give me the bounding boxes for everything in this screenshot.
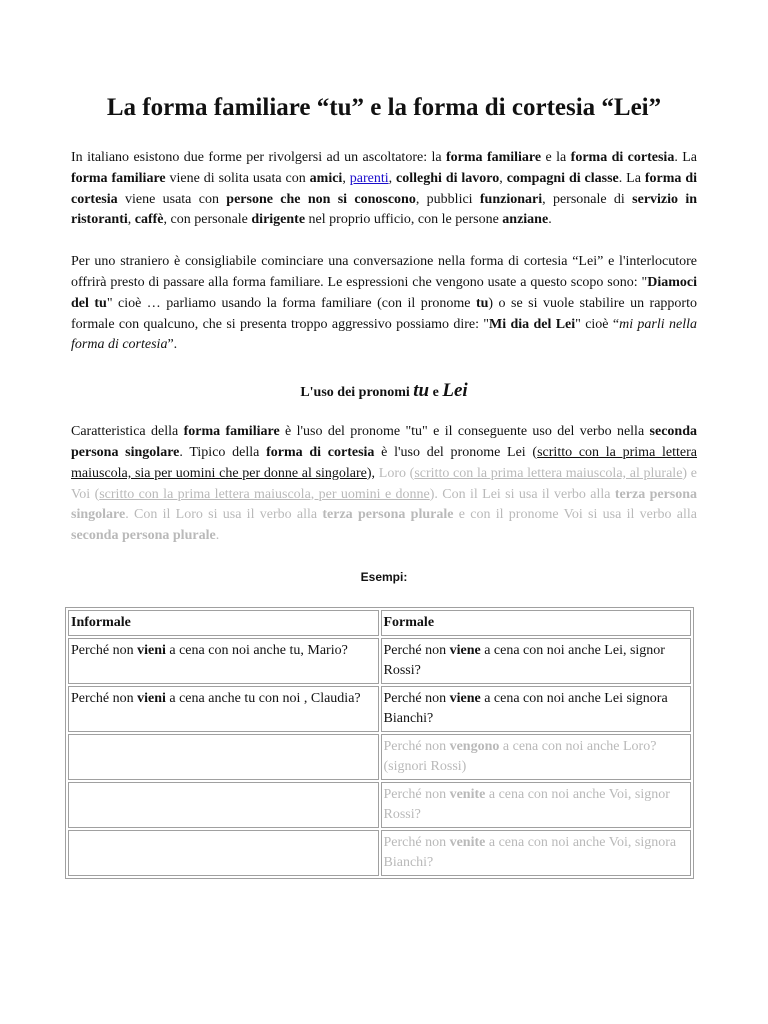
text-run: Perché non bbox=[383, 738, 450, 754]
verb: venite bbox=[449, 834, 486, 850]
text-run: " cioè “ bbox=[575, 316, 620, 332]
text-run: . La bbox=[674, 150, 697, 165]
text-run: Perché non bbox=[383, 690, 450, 706]
table-row bbox=[68, 782, 691, 828]
verb: vieni bbox=[137, 690, 166, 706]
text-run: viene usata con bbox=[117, 191, 227, 207]
pronoun-tu: tu bbox=[413, 380, 430, 402]
text-run: , pubblici bbox=[415, 191, 480, 207]
cell-formale bbox=[381, 830, 692, 876]
verb: viene bbox=[449, 642, 481, 658]
text-run: a cena con noi anche Voi, signora Bianchi? bbox=[383, 834, 677, 870]
table-row bbox=[68, 734, 691, 780]
page-title: La forma familiare “tu” e la forma di cortesia “Lei” bbox=[106, 94, 662, 121]
text-run: viene di solita usata con bbox=[165, 170, 310, 186]
cell-informale-empty bbox=[68, 830, 379, 876]
cell-informale bbox=[68, 686, 379, 732]
bold-term: forma di cortesia bbox=[71, 170, 698, 207]
cell-informale-empty bbox=[68, 734, 379, 780]
text-run: Perché non bbox=[383, 834, 450, 850]
verb: venite bbox=[449, 786, 486, 802]
bold-term: caffè bbox=[134, 212, 164, 228]
text-run: è l'uso del pronome Lei ( bbox=[374, 444, 538, 460]
underlined-note: scritto con la prima lettera maiuscola, sia per uomini che per donne al singolare bbox=[71, 444, 697, 481]
cell-informale-empty bbox=[68, 782, 379, 828]
text-run: In italiano esistono due forme per rivolgersi ad un ascoltatore: la bbox=[71, 150, 446, 165]
paragraph-advice bbox=[71, 252, 697, 356]
bold-term: amici bbox=[309, 170, 343, 186]
faded-underlined-note: scritto con la prima lettera maiuscola, al plurale bbox=[414, 465, 683, 481]
text-run: ), bbox=[366, 465, 379, 481]
heading-conjunction: e bbox=[429, 385, 443, 401]
text-run: . La bbox=[618, 170, 645, 186]
verb: viene bbox=[449, 690, 481, 706]
bold-term: forma familiare bbox=[183, 424, 280, 440]
examples-label: Esempi: bbox=[360, 569, 408, 584]
faded-bold-term: terza persona plurale bbox=[322, 507, 454, 523]
examples-table bbox=[65, 607, 694, 879]
text-run: , bbox=[127, 212, 135, 228]
text-run: , personale di bbox=[542, 191, 633, 207]
cell-formale bbox=[381, 686, 692, 732]
text-run: " cioè … parliamo usando la forma familiare (con il pronome bbox=[106, 295, 476, 311]
bold-term: servizio in ristoranti bbox=[71, 191, 698, 228]
text-run: a cena con noi anche tu, Mario? bbox=[165, 642, 348, 658]
text-run: nel proprio ufficio, con le persone bbox=[305, 212, 503, 228]
faded-text: . Con il Loro si usa il verbo alla bbox=[125, 507, 323, 523]
header-informale: Informale bbox=[68, 610, 379, 636]
text-run: Caratteristica della bbox=[71, 424, 184, 440]
faded-text: ). Con il Lei si usa il verbo alla bbox=[429, 486, 615, 502]
text-run: Perché non bbox=[383, 642, 450, 658]
verb: vieni bbox=[137, 642, 166, 658]
section-heading bbox=[71, 380, 697, 404]
cell-formale bbox=[381, 782, 692, 828]
text-run: ) o se si vuole stabilire un rapporto formale con qualcuno, che si presenta troppo aggressivo possiamo dire: " bbox=[71, 295, 697, 332]
text-run: , bbox=[388, 170, 397, 186]
faded-underlined-note: scritto con la prima lettera maiuscola, per uomini e donne bbox=[99, 486, 430, 502]
bold-term: funzionari bbox=[479, 191, 543, 207]
table-row bbox=[68, 638, 691, 684]
text-run: è l'uso del pronome "tu" e il conseguente uso del verbo nella bbox=[279, 424, 650, 440]
text-run: , bbox=[499, 170, 507, 186]
text-run: , bbox=[342, 170, 350, 186]
verb: vengono bbox=[449, 738, 500, 754]
bold-term: colleghi di lavoro bbox=[396, 170, 500, 186]
text-run: ”. bbox=[167, 337, 178, 353]
text-run: Perché non bbox=[383, 786, 450, 802]
faded-text: Loro ( bbox=[378, 465, 415, 481]
text-run: . bbox=[548, 212, 552, 228]
text-run: Perché non bbox=[71, 690, 138, 706]
parenti-link[interactable]: parenti bbox=[349, 170, 389, 186]
text-run: a cena con noi anche Lei, signor Rossi? bbox=[383, 642, 665, 678]
bold-term: forma di cortesia bbox=[570, 150, 675, 165]
bold-term: persone che non si conoscono bbox=[226, 191, 416, 207]
bold-term: anziane bbox=[502, 212, 549, 228]
text-run: a cena anche tu con noi , Claudia? bbox=[165, 690, 361, 706]
text-run: a cena con noi anche Lei signora Bianchi? bbox=[383, 690, 668, 726]
cell-informale bbox=[68, 638, 379, 684]
faded-text: e con il pronome Voi si usa il verbo alla bbox=[453, 507, 697, 523]
italic-phrase: mi parli nella forma di cortesia bbox=[71, 316, 697, 353]
text-run: a cena con noi anche Loro? (signori Rossi) bbox=[383, 738, 657, 774]
text-run: Perché non bbox=[71, 642, 138, 658]
text-run: a cena con noi anche Voi, signor Rossi? bbox=[383, 786, 670, 822]
faded-text: . bbox=[215, 528, 220, 544]
heading-prefix: L'uso dei pronomi bbox=[300, 385, 414, 401]
pronoun-lei: Lei bbox=[442, 380, 468, 402]
cell-formale bbox=[381, 638, 692, 684]
table-header-row bbox=[68, 610, 691, 636]
faded-text: ) e Voi ( bbox=[71, 465, 697, 502]
text-run: . Tipico della bbox=[179, 444, 267, 460]
bold-term: seconda persona singolare bbox=[71, 424, 697, 460]
bold-term: forma familiare bbox=[446, 150, 542, 165]
bold-term: Mi dia del Lei bbox=[489, 316, 576, 332]
bold-term: forma familiare bbox=[71, 170, 166, 186]
document-page bbox=[71, 92, 697, 879]
bold-term: forma di cortesia bbox=[266, 444, 375, 460]
text-run: , con personale bbox=[163, 212, 252, 228]
table-row bbox=[68, 686, 691, 732]
cell-formale bbox=[381, 734, 692, 780]
faded-bold-term: seconda persona plurale bbox=[71, 528, 216, 544]
paragraph-intro bbox=[71, 148, 697, 231]
paragraph-pronouns bbox=[71, 422, 697, 547]
bold-term: dirigente bbox=[251, 212, 306, 228]
bold-term: compagni di classe bbox=[506, 170, 619, 186]
table-row bbox=[68, 830, 691, 876]
bold-term: tu bbox=[475, 295, 489, 311]
bold-term: Diamoci del tu bbox=[71, 274, 697, 311]
faded-bold-term: terza persona singolare bbox=[71, 486, 698, 523]
text-run: Per uno straniero è consigliabile cominciare una conversazione nella forma di cortesia “Lei” e l'interlocutore offrirà presto di passare alla forma familiare. Le espressioni che vengono usate a questo scopo sono: " bbox=[71, 254, 697, 290]
text-run: e la bbox=[541, 150, 571, 165]
header-formale: Formale bbox=[381, 610, 692, 636]
